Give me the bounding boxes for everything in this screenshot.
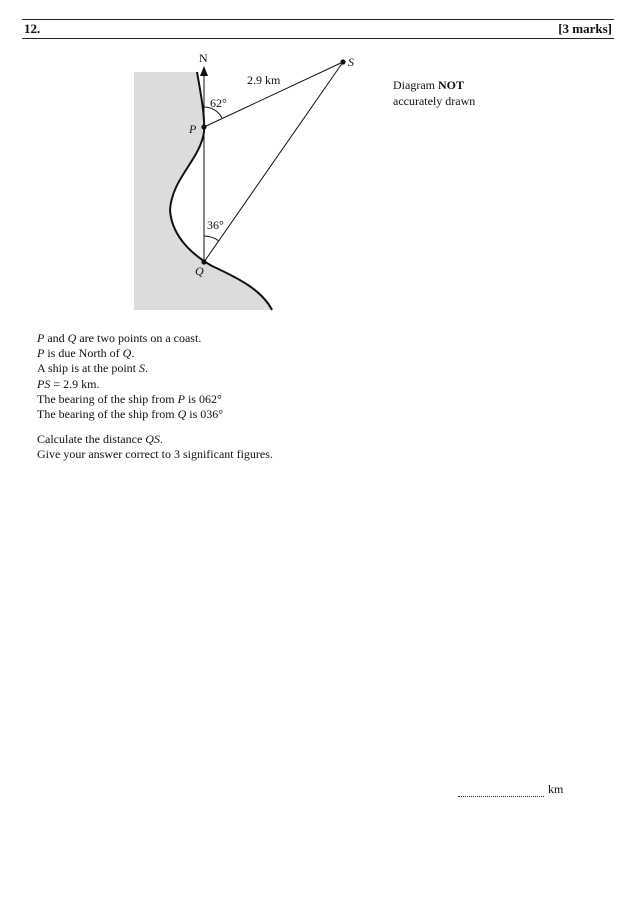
point-p-label: P <box>189 122 197 136</box>
line-qs <box>204 62 343 262</box>
statement-text: = 2.9 km. <box>50 376 100 391</box>
statement-text: is 062° <box>184 391 222 406</box>
task-line-1 <box>37 432 273 447</box>
north-label: N <box>199 51 208 65</box>
distance-label: 2.9 km <box>247 73 281 87</box>
statement-var: Q <box>177 407 187 422</box>
statement-text: is 036° <box>186 407 224 422</box>
statement-text: The bearing of the ship from <box>37 407 178 422</box>
note-bold: NOT <box>437 78 464 92</box>
point-s-dot <box>340 59 345 64</box>
question-statements <box>37 331 223 422</box>
angle-arc-q <box>204 236 219 241</box>
statement-text: The bearing of the ship from <box>37 391 178 406</box>
statement-text: is due North of <box>44 346 123 361</box>
answer-line[interactable] <box>458 787 544 797</box>
answer-area <box>458 782 563 797</box>
statement-var: PS <box>37 376 51 391</box>
task-text: Calculate the distance <box>37 432 146 446</box>
north-arrowhead <box>200 66 208 76</box>
angle-q-label: 36° <box>207 218 224 232</box>
statement-text: . <box>145 361 148 376</box>
task-var: QS <box>145 432 160 446</box>
statement-text: A ship is at the point <box>37 361 139 376</box>
statement-text: . <box>131 346 135 361</box>
statement-text: are two points on a coast. <box>76 331 202 345</box>
statement-var: P <box>37 346 45 361</box>
point-s-label: S <box>348 55 354 69</box>
question-task <box>37 432 273 462</box>
question-marks: [3 marks] <box>558 21 612 36</box>
statement-var: P <box>37 331 45 345</box>
question-number: 12. <box>24 21 41 36</box>
note-suffix: accurately drawn <box>393 94 476 108</box>
diagram-note <box>393 77 475 109</box>
task-text: . <box>159 432 163 446</box>
statement-line <box>37 392 223 407</box>
point-q-label: Q <box>195 264 204 278</box>
statement-var: Q <box>67 331 77 345</box>
note-prefix: Diagram <box>393 78 438 92</box>
task-line-2: Give your answer correct to 3 significant figures. <box>37 447 273 462</box>
angle-p-label: 62° <box>210 96 227 110</box>
statement-line <box>37 331 223 346</box>
statement-var: P <box>177 391 185 406</box>
bearing-diagram <box>0 0 638 320</box>
point-p-dot <box>201 124 206 129</box>
statement-line <box>37 377 223 392</box>
statement-line <box>37 361 223 376</box>
statement-line <box>37 346 223 361</box>
statement-line <box>37 407 223 422</box>
line-ps <box>204 62 343 127</box>
statement-text: and <box>44 331 68 345</box>
statement-var: S <box>139 361 145 376</box>
statement-var: Q <box>122 346 132 361</box>
answer-unit: km <box>548 782 564 796</box>
